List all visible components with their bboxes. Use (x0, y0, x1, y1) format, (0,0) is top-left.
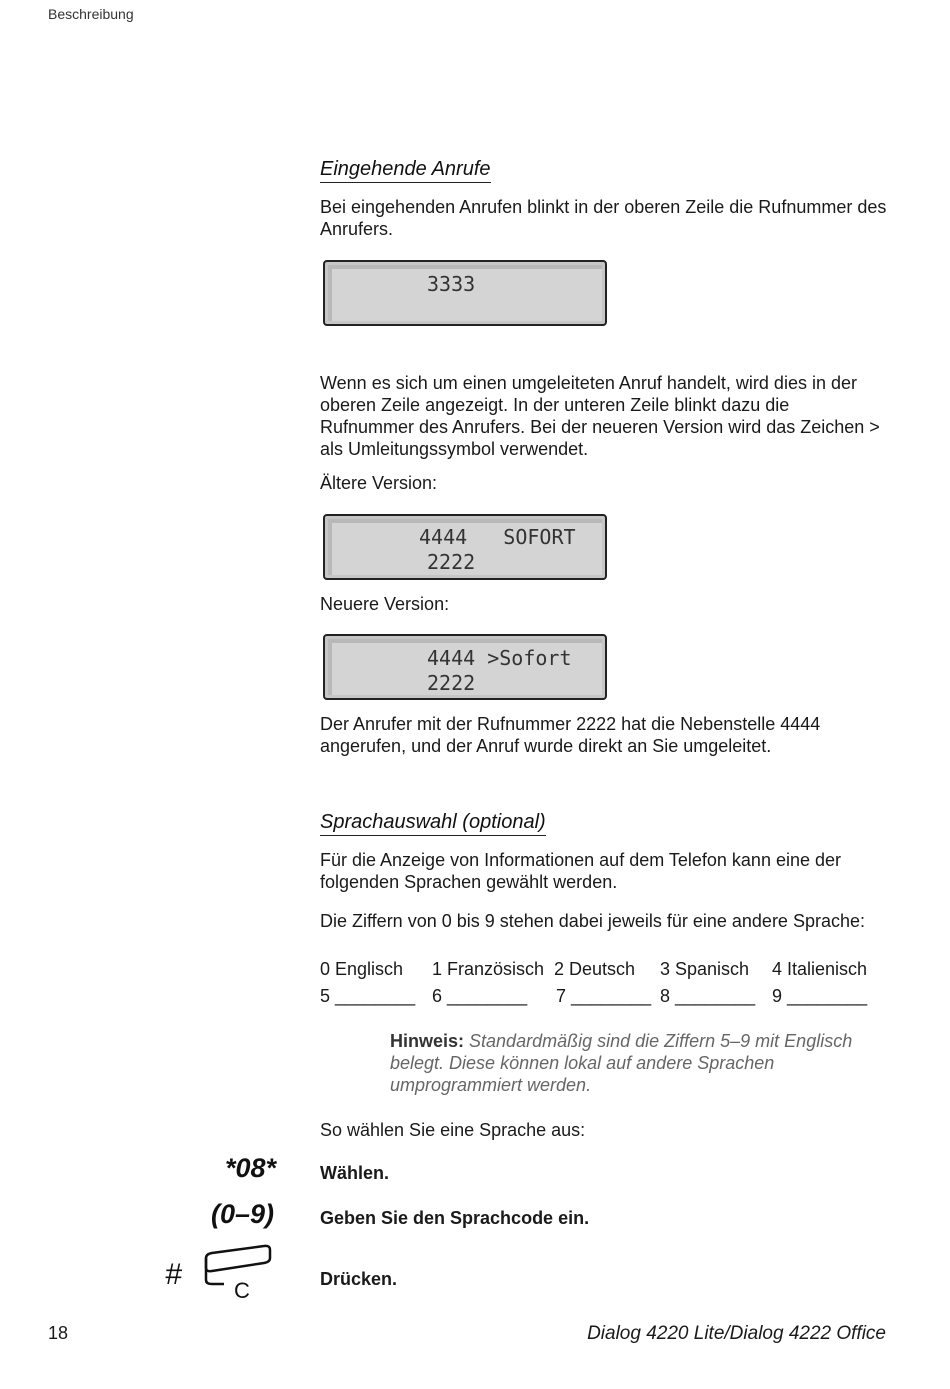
language-item: 1 Französisch (432, 959, 545, 979)
step-enter-code: Geben Sie den Sprachcode ein. (320, 1208, 590, 1228)
display-line-1: 4444 >Sofort (427, 646, 572, 670)
key-digit-range: (0–9) (210, 1199, 274, 1229)
language-item: 6 ________ (432, 986, 528, 1006)
redirect-explanation: Wenn es sich um einen umgeleiteten Anruf handelt, wird dies in der oberen Zeile angezeigt. In der unteren Zeile blinkt dazu die Rufnummer des Anrufers. Bei der neueren Version wird das Zeichen > als Umleitungssymbol verwendet. (320, 373, 880, 459)
hash-key-icon: # (165, 1258, 182, 1291)
language-item: 3 Spanisch (660, 959, 750, 979)
digits-text: Die Ziffern von 0 bis 9 stehen dabei jeweils für eine andere Sprache: (320, 911, 865, 931)
page-header: Beschreibung (48, 6, 134, 22)
step-dial: Wählen. (320, 1163, 390, 1183)
older-version-label: Ältere Version: (320, 473, 438, 493)
clear-key-label: C (234, 1278, 250, 1303)
language-item: 0 Englisch (320, 959, 404, 979)
redirect-result: Der Anrufer mit der Rufnummer 2222 hat die Nebenstelle 4444 angerufen, und der Anruf wurde direkt an Sie umgeleitet. (320, 714, 821, 756)
language-list-row-2 (320, 986, 895, 1008)
incoming-intro: Bei eingehenden Anrufen blinkt in der oberen Zeile die Rufnummer des Anrufers. (320, 197, 887, 239)
key-star-08-star: *08* (224, 1153, 276, 1183)
newer-version-label: Neuere Version: (320, 594, 450, 614)
display-line-2: 2222 (427, 671, 476, 695)
step-press: Drücken. (320, 1269, 398, 1289)
hint-text: Standardmäßig sind die Ziffern 5–9 mit Englisch belegt. Diese können lokal auf andere Sprachen umprogrammiert werden. (390, 1031, 853, 1095)
language-item: 9 ________ (772, 986, 868, 1006)
language-item: 5 ________ (320, 986, 416, 1006)
display-line-1: 3333 (427, 272, 476, 296)
language-list-row-1 (320, 959, 895, 981)
hint-label: Hinweis: (390, 1031, 465, 1051)
page-number: 18 (48, 1323, 69, 1343)
display-line-2: 2222 (427, 550, 476, 574)
language-intro: Für die Anzeige von Informationen auf dem Telefon kann eine der folgenden Sprachen gewählt werden. (320, 850, 842, 892)
language-item: 4 Italienisch (772, 959, 868, 979)
product-name: Dialog 4220 Lite/Dialog 4222 Office (587, 1323, 886, 1344)
language-item: 7 ________ (556, 986, 652, 1006)
display-line-1: 4444 SOFORT (419, 525, 576, 549)
section-heading-incoming: Eingehende Anrufe (320, 158, 491, 183)
phone-display-incoming (323, 260, 607, 326)
language-item: 2 Deutsch (554, 959, 636, 979)
language-item: 8 ________ (660, 986, 756, 1006)
hint-note (390, 1030, 890, 1096)
key-hash-clear (160, 1240, 280, 1304)
how-to-text: So wählen Sie eine Sprache aus: (320, 1120, 586, 1140)
phone-display-new (323, 634, 607, 700)
section-heading-language: Sprachauswahl (optional) (320, 811, 546, 836)
phone-display-old (323, 514, 607, 580)
